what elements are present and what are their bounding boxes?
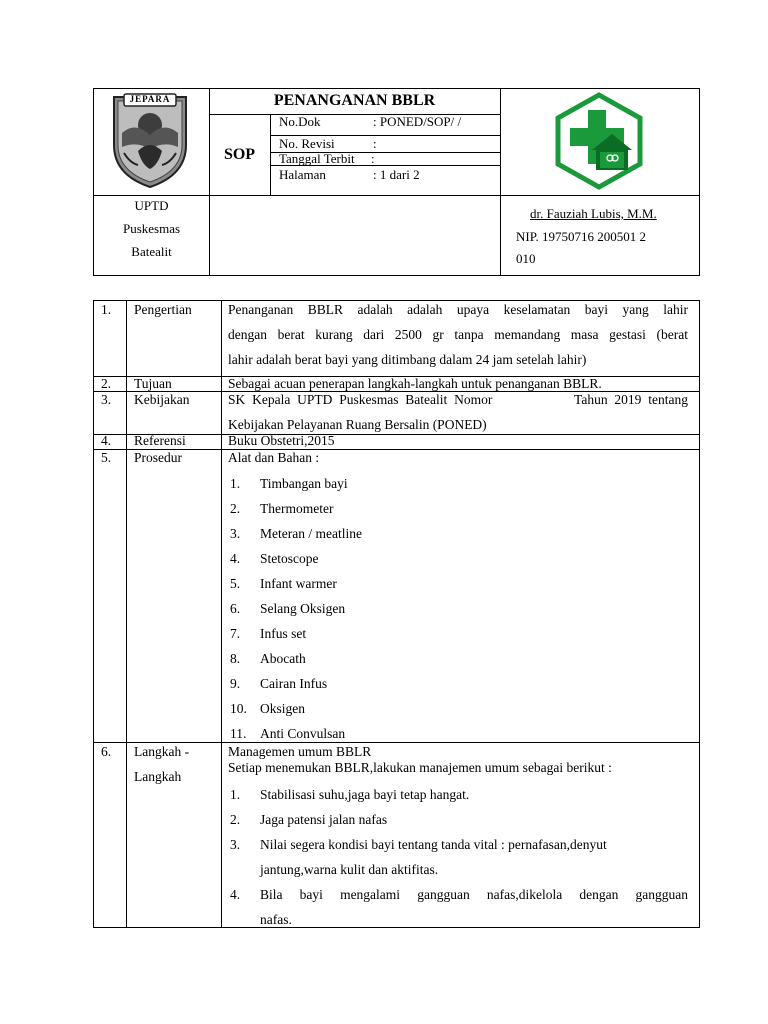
jepara-logo-text: JEPARA <box>129 94 171 104</box>
list-item: 1. Timbangan bayi <box>230 476 348 491</box>
row-2-content: Sebagai acuan penerapan langkah-langkah untuk penanganan BBLR. <box>228 376 602 391</box>
list-item: 2. Thermometer <box>230 501 334 516</box>
no-dok-value: : PONED/SOP/ / <box>373 114 462 129</box>
no-revisi-label: No. Revisi <box>279 136 335 151</box>
row-4-content: Buku Obstetri,2015 <box>228 433 335 448</box>
row-3-number: 3. <box>101 392 112 407</box>
no-revisi-value: : <box>373 136 377 151</box>
row-3-content <box>228 387 688 437</box>
list-item: 6. Selang Oksigen <box>230 601 346 616</box>
row-3-label: Kebijakan <box>134 392 190 407</box>
row-6-number: 6. <box>101 744 112 759</box>
no-dok-label: No.Dok <box>279 114 321 129</box>
list-item: 3. Meteran / meatline <box>230 526 362 541</box>
row-6-intro-2: Setiap menemukan BBLR,lakukan manajemen umum sebagai berikut : <box>228 760 612 775</box>
row-2-label: Tujuan <box>134 376 172 391</box>
signer-nip-line2: 010 <box>516 251 536 266</box>
row-1-line-2: dengan berat kurang dari 2500 gr tanpa memandang masa gestasi (berat <box>228 327 688 342</box>
list-item: 5. Infant warmer <box>230 576 337 591</box>
list-item: 3. Nilai segera kondisi bayi tentang tanda vital : pernafasan,denyut jantung,warna kulit dan aktifitas. <box>230 837 607 877</box>
row-6-intro-1: Managemen umum BBLR <box>228 744 372 759</box>
row-4-number: 4. <box>101 433 112 448</box>
list-item: 11. Anti Convulsan <box>230 726 346 741</box>
row-6-label-line-1: Langkah - <box>134 744 190 759</box>
equipment-list <box>230 471 630 746</box>
list-item: 4. Bila bayi mengalami gangguan nafas,dikelola dengan gangguan nafas. <box>230 887 688 927</box>
row-3-line-2: Kebijakan Pelayanan Ruang Bersalin (PONED) <box>228 417 487 432</box>
row-4-label: Referensi <box>134 433 186 448</box>
row-1-content <box>228 297 688 372</box>
list-item: 9. Cairan Infus <box>230 676 328 691</box>
row-1-label: Pengertian <box>134 302 192 317</box>
document-title: PENANGANAN BBLR <box>273 92 436 109</box>
row-1-number: 1. <box>101 302 112 317</box>
list-item: 4. Stetoscope <box>230 551 319 566</box>
row-1-line-1: Penanganan BBLR adalah adalah upaya keselamatan bayi yang lahir <box>228 302 688 317</box>
list-item: 1. Stabilisasi suhu,jaga bayi tetap hangat. <box>230 787 470 802</box>
list-item: 8. Abocath <box>230 651 306 666</box>
row-5-intro: Alat dan Bahan : <box>228 450 320 465</box>
org-line2: Puskesmas <box>122 221 181 236</box>
signer-name: dr. Fauziah Lubis, M.M. <box>530 206 657 221</box>
org-line1: UPTD <box>134 198 169 213</box>
sop-label: SOP <box>223 146 256 163</box>
puskesmas-logo <box>552 92 646 190</box>
halaman-value: : 1 dari 2 <box>373 167 420 182</box>
org-line3: Batealit <box>131 244 172 259</box>
row-5-label: Prosedur <box>134 450 182 465</box>
tanggal-terbit-label: Tanggal Terbit <box>279 151 355 166</box>
org-name <box>94 194 209 263</box>
row-3-line-1: SK Kepala UPTD Puskesmas Batealit Nomor Tahun 2019 tentang <box>228 392 688 407</box>
row-5-number: 5. <box>101 450 112 465</box>
tanggal-terbit-value: : <box>371 151 375 166</box>
list-item: 2. Jaga patensi jalan nafas <box>230 812 388 827</box>
signer-nip-line1: NIP. 19750716 200501 2 <box>516 229 647 244</box>
halaman-label: Halaman <box>279 167 326 182</box>
list-item: 7. Infus set <box>230 626 307 641</box>
list-item: 10. Oksigen <box>230 701 305 716</box>
row-6-label <box>134 739 189 789</box>
row-1-line-3: lahir adalah berat bayi yang ditimbang dalam 24 jam setelah lahir) <box>228 352 587 367</box>
jepara-logo <box>108 91 192 189</box>
steps-list <box>230 782 688 932</box>
row-2-number: 2. <box>101 376 112 391</box>
row-6-label-line-2: Langkah <box>134 769 182 784</box>
